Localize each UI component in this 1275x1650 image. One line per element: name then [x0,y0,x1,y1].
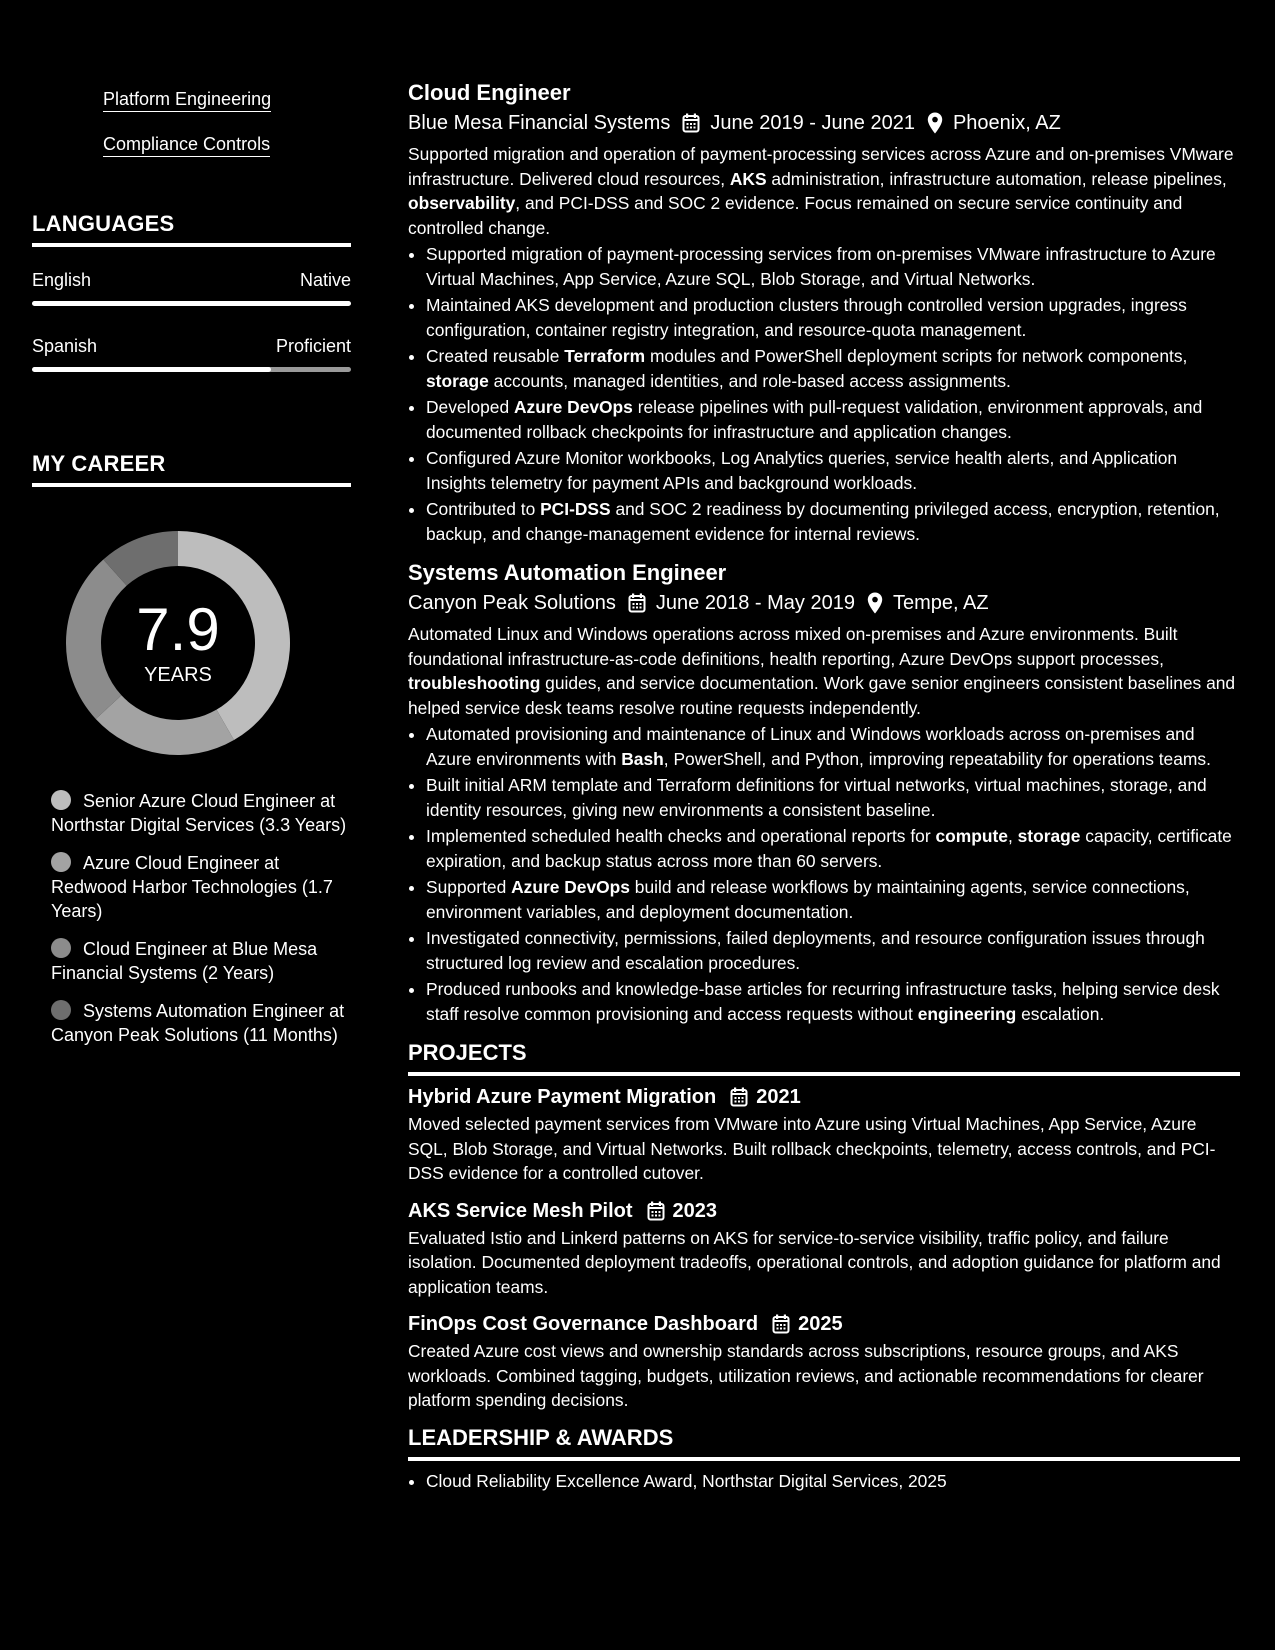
bullet-item [426,926,1240,975]
language-name: Spanish [32,336,98,356]
location-pin-icon [927,112,943,134]
text-run: Maintained AKS development and production clusters through controlled version upgrades, ingress configuration, container registry integration, and resource-quota management. [426,295,1187,340]
project-description: Evaluated Istio and Linkerd patterns on AKS for service-to-service visibility, traffic policy, and failure isolation. Documented deployment tradeoffs, operational controls, and adoption guidance for platform and application teams. [408,1227,1221,1297]
career-legend-label: Azure Cloud Engineer at Redwood Harbor Technologies (1.7 Years) [51,853,333,921]
calendar-icon [682,113,700,133]
bold-keyword: storage [426,370,489,391]
career-total-unit: YEARS [144,664,212,686]
bullet-item [426,395,1240,444]
experience-list [408,80,1240,1026]
project-header [408,1084,1240,1110]
bold-keyword: Terraform [564,346,646,366]
project-entry [408,1084,1240,1186]
career-legend-item [51,789,351,837]
bullet-item [426,773,1240,822]
language-bar [32,301,351,306]
project-entry [408,1311,1240,1413]
job-dates: June 2019 - June 2021 [710,112,915,134]
award-item: • Cloud Reliability Excellence Award, Northstar Digital Services, 2025 [426,1469,1240,1494]
company-name: Blue Mesa Financial Systems [408,112,671,134]
awards-heading: LEADERSHIP & AWARDS [408,1425,1240,1461]
project-year: 2023 [672,1199,718,1222]
projects-list [408,1084,1240,1413]
job-title: Cloud Engineer [408,80,571,105]
project-year: 2021 [756,1086,801,1108]
text-run: Investigated connectivity, permissions, failed deployments, and resource configuration issues through structured log review and escalation procedures. [426,928,1205,973]
text-run: Supported migration of payment-processing services from on-premises VMware infrastructure to Azure Virtual Machines, App Service, Azure SQL, Blob Storage, and Virtual Networks. [426,244,1216,289]
bullet-item [426,497,1240,546]
text-run: Configured Azure Monitor workbooks, Log Analytics queries, service health alerts, and Application Insights telemetry for payment APIs and background workloads. [426,448,1178,493]
job-bullets [408,242,1240,546]
job-bullets [408,722,1240,1026]
text-run: Developed [426,397,514,417]
project-entry [408,1198,1240,1300]
bold-keyword: compute [935,826,1008,846]
job-location: Phoenix, AZ [952,112,1061,134]
legend-dot [51,790,71,810]
language-level: Proficient [275,336,351,356]
career-legend-label: Senior Azure Cloud Engineer at Northstar Digital Services (3.3 Years) [51,791,347,835]
languages-heading: LANGUAGES [32,211,351,247]
text-run: release pipelines with pull-request validation, environment approvals, and documented rollback checkpoints for infrastructure and application changes. [426,397,1203,442]
bold-keyword: Azure DevOps [511,877,630,897]
text-run: , PowerShell, and Python, improving repeatability for operations teams. [663,748,1211,769]
skill-tag: Compliance Controls [103,133,270,157]
bullet-item [426,722,1240,771]
bold-keyword: troubleshooting [408,673,541,693]
project-title: AKS Service Mesh Pilot [408,1199,633,1222]
text-run: Implemented scheduled health checks and operational reports for [426,826,936,846]
language-item [32,269,351,306]
text-run: capacity, certificate expiration, and backup status across more than 60 servers. [426,826,1232,871]
project-year: 2025 [798,1313,843,1335]
main-content [408,80,1240,1495]
bullet-item [426,977,1240,1026]
languages-section [32,211,351,372]
text-run: Created reusable [426,346,565,366]
job-title: Systems Automation Engineer [408,560,727,585]
text-run: Built initial ARM template and Terraform definitions for virtual networks, virtual machines, storage, and identity resources, giving new environments a consistent baseline. [426,775,1207,820]
job-entry [408,560,1240,1026]
text-run: and SOC 2 readiness by documenting privileged access, encryption, retention, backup, and change-management evidence for internal reviews. [426,499,1220,544]
text-run: , [1007,826,1018,846]
text-run: Automated provisioning and maintenance of Linux and Windows workloads across on-premises and Azure environments with [426,724,1195,769]
project-title: FinOps Cost Governance Dashboard [408,1313,759,1335]
calendar-icon [628,593,646,613]
language-bar-fill [32,367,271,372]
text-run: modules and PowerShell deployment scripts for network components, [645,346,1188,366]
projects-heading: PROJECTS [408,1040,1240,1076]
bullet-item [426,875,1240,924]
career-heading: MY CAREER [32,451,351,487]
career-legend-label: Cloud Engineer at Blue Mesa Financial Systems (2 Years) [51,939,318,983]
text-run: Contributed to [426,499,541,519]
job-meta [408,110,1240,136]
skill-tag: Platform Engineering [103,88,271,112]
text-run: , and PCI-DSS and SOC 2 evidence. Focus remained on secure service continuity and controlled change. [408,193,1183,238]
project-title: Hybrid Azure Payment Migration [408,1086,717,1108]
job-summary [408,622,1240,720]
bullet-item [426,344,1240,393]
location-pin-icon [867,592,883,614]
bold-keyword: Azure DevOps [513,397,633,417]
project-description: Created Azure cost views and ownership standards across subscriptions, resource groups, and AKS workloads. Combined tagging, budgets, utilization reviews, and actionable recommendations for clearer platform spending decisions. [408,1341,1204,1410]
career-legend-item [51,999,351,1047]
project-header [408,1198,1240,1224]
bold-keyword: PCI-DSS [540,499,611,519]
job-meta [408,590,1240,616]
text-run: Supported migration and operation of payment-processing services across Azure and on-premises VMware infrastructure. Delivered cloud resources, [408,144,1234,189]
bold-keyword: observability [408,193,516,213]
career-section [32,451,351,1045]
bold-keyword: AKS [729,168,767,189]
bold-keyword: engineering [917,1003,1017,1024]
text-run: Supported [426,877,512,897]
job-entry [408,80,1240,546]
language-bar-fill [32,301,351,306]
career-total-value: 7.9 [136,596,220,663]
career-legend [51,789,351,1061]
language-bar [32,367,351,372]
job-dates: June 2018 - May 2019 [655,592,855,614]
bullet-item [426,242,1240,291]
text-run: Automated Linux and Windows operations across mixed on-premises and Azure environments. Built foundational infrastructure-as-code definitions, health reporting, Azure DevOps support processes, [408,624,1178,669]
career-legend-item [51,851,351,923]
calendar-icon [730,1087,748,1107]
bold-keyword: Bash [621,748,664,769]
bullet-item [426,824,1240,873]
project-description: Moved selected payment services from VMware into Azure using Virtual Machines, App Service, Azure SQL, Blob Storage, and Virtual Networks. Built rollback checkpoints, telemetry, access controls, and PCI-DSS evidence for a controlled cutover. [408,1114,1216,1183]
career-legend-item [51,937,351,985]
text-run: escalation. [1016,1003,1105,1024]
legend-dot [51,1000,71,1020]
text-run: Produced runbooks and knowledge-base articles for recurring infrastructure tasks, helping service desk staff resolve common provisioning and access requests without [426,979,1220,1024]
text-run: guides, and service documentation. Work gave senior engineers consistent baselines and helped service desk teams resolve routine requests independently. [408,673,1236,718]
skills-list [103,88,279,178]
calendar-icon [772,1314,790,1334]
legend-dot [51,852,71,872]
job-summary [408,142,1240,240]
bullet-item [426,446,1240,495]
calendar-icon [647,1201,665,1221]
legend-dot [51,938,71,958]
language-level: Native [299,270,351,290]
career-donut-chart [66,531,290,755]
company-name: Canyon Peak Solutions [408,592,616,614]
awards-list [408,1469,1240,1494]
bold-keyword: storage [1017,826,1081,846]
project-header [408,1311,1240,1337]
language-item [32,335,351,372]
text-run: administration, infrastructure automation, release pipelines, [766,168,1227,189]
text-run: build and release workflows by maintaining agents, service connections, environment variables, and deployment documentation. [426,877,1190,922]
career-legend-label: Systems Automation Engineer at Canyon Peak Solutions (11 Months) [51,1001,345,1045]
job-location: Tempe, AZ [892,592,989,614]
language-name: English [32,270,92,290]
text-run: accounts, managed identities, and role-based access assignments. [488,370,1011,391]
bullet-item [426,293,1240,342]
